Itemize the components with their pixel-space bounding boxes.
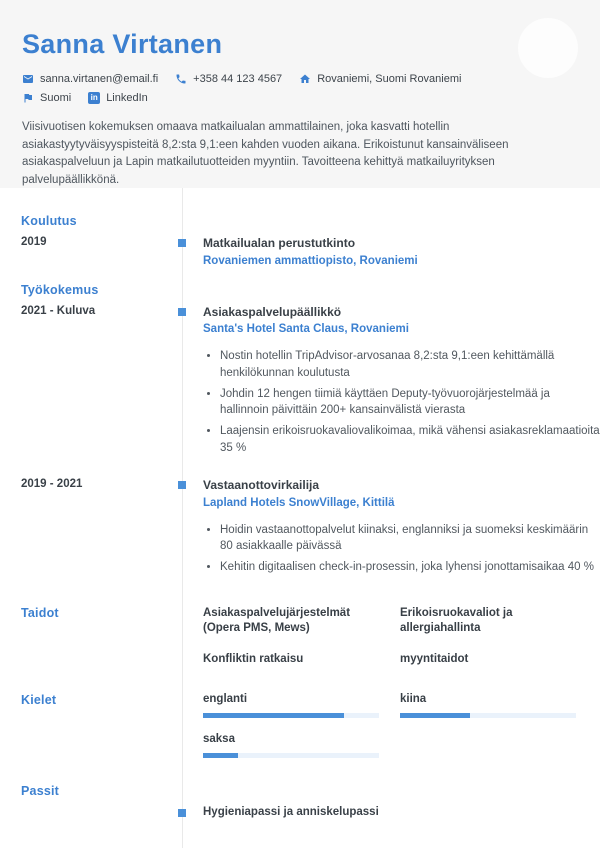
- achievement-item: • Laajensin erikoisruokavaliovalikoimaa, mikä vähensi asiakasreklamaatioita 35 %: [220, 423, 600, 456]
- avatar: [518, 18, 578, 78]
- section-title-skills: Taidot: [21, 605, 59, 620]
- education-entry: [0, 236, 600, 267]
- achievement-item: • Nostin hotellin TripAdvisor-arvosanaa 8,2:sta 9,1:een kehittämällä henkilökunnan koulutusta: [220, 348, 600, 381]
- experience-period: 2019 - 2021: [21, 478, 83, 491]
- resume-header: [0, 0, 600, 188]
- section-title-passes: Passit: [21, 784, 60, 799]
- achievement-item: • Johdin 12 hengen tiimiä käyttäen Deputy-työvuorojärjestelmää ja hallinnoin päivittäin 200+ kansainvälistä vierasta: [220, 386, 600, 419]
- skill-item: myyntitaidot: [400, 652, 469, 665]
- section-experience-header: [0, 283, 600, 297]
- contact-email-text: sanna.virtanen@email.fi: [40, 72, 159, 85]
- language-name: saksa: [203, 733, 235, 746]
- pass-item: Hygieniapassi ja anniskelupassi: [203, 806, 379, 819]
- language-level-fill: [203, 753, 238, 758]
- passes-entry: [0, 806, 600, 818]
- language-name: kiina: [400, 693, 427, 706]
- skill-item: Konfliktin ratkaisu: [203, 652, 304, 665]
- experience-company: Lapland Hotels SnowVillage, Kittilä: [203, 496, 395, 509]
- contact-email: [22, 73, 158, 85]
- timeline-square-icon: [178, 809, 186, 817]
- achievement-item: • Hoidin vastaanottopalvelut kiinaksi, englanniksi ja suomeksi keskimäärin 80 asiakkaalle päivässä: [220, 522, 600, 555]
- flag-icon: [22, 92, 34, 104]
- contact-country-text: Suomi: [40, 91, 72, 104]
- languages-grid: [203, 693, 600, 758]
- timeline-square-icon: [178, 239, 186, 247]
- section-passes-header: [0, 784, 600, 798]
- experience-job-title: Asiakaspalvelupäällikkö: [203, 304, 342, 319]
- email-icon: [22, 73, 34, 85]
- contact-linkedin-text: LinkedIn: [106, 91, 148, 104]
- linkedin-icon: [88, 92, 100, 104]
- language-name: englanti: [203, 693, 248, 706]
- skills-grid: [203, 606, 600, 668]
- resume-body: [0, 188, 600, 848]
- skill-item: Asiakaspalvelujärjestelmät (Opera PMS, Mews): [203, 606, 351, 635]
- section-title-education: Koulutus: [21, 214, 77, 228]
- contact-location-text: Rovaniemi, Suomi Rovaniemi: [317, 72, 462, 85]
- language-level-bar: [400, 713, 576, 718]
- experience-company: Santa's Hotel Santa Claus, Rovaniemi: [203, 323, 409, 336]
- contact-location: [299, 73, 461, 85]
- experience-job-title: Vastaanottovirkailija: [203, 478, 320, 493]
- home-icon: [299, 73, 311, 85]
- section-title-languages: Kielet: [21, 693, 57, 708]
- timeline-square-icon: [178, 308, 186, 316]
- contact-phone: [175, 73, 282, 85]
- section-languages: [0, 693, 600, 758]
- language-level-fill: [400, 713, 470, 718]
- experience-achievements: [203, 348, 600, 456]
- education-school: Rovaniemen ammattiopisto, Rovaniemi: [203, 254, 418, 267]
- experience-entry: [0, 478, 600, 580]
- contact-country: [22, 92, 71, 104]
- language-item: [400, 693, 600, 718]
- experience-period: 2021 - Kuluva: [21, 304, 96, 317]
- language-level-fill: [203, 713, 344, 718]
- achievement-item: • Kehitin digitaalisen check-in-prosessin, joka lyhensi jonottamisaikaa 40 %: [220, 559, 600, 576]
- phone-icon: [175, 73, 187, 85]
- section-skills: [0, 606, 600, 668]
- experience-achievements: [203, 522, 600, 576]
- language-level-bar: [203, 753, 379, 758]
- education-degree: Matkailualan perustutkinto: [203, 236, 356, 250]
- section-title-experience: Työkokemus: [21, 282, 99, 297]
- skill-item: Erikoisruokavaliot ja allergiahallinta: [400, 606, 513, 635]
- profile-summary: Viisivuotisen kokemuksen omaava matkailualan ammattilainen, joka kasvatti hotellin asiakastyytyväisyyspisteitä 8,2:sta 9,1:een kahden vuoden aikana. Erikoistunut kansainväliseen asiakaspalveluun ja Lapin matkailutuotteiden myyntiin. Tavoitteena kehittyä matkailuyrityksen palvelupäällikkönä.: [22, 120, 509, 187]
- contact-phone-text: +358 44 123 4567: [193, 72, 283, 85]
- timeline-square-icon: [178, 481, 186, 489]
- contact-linkedin: [88, 92, 148, 104]
- candidate-name: Sanna Virtanen: [22, 29, 223, 59]
- education-period: 2019: [21, 236, 47, 248]
- experience-entry: [0, 305, 600, 461]
- language-item: [203, 733, 400, 758]
- contact-row: [22, 73, 502, 104]
- section-education-header: [0, 214, 600, 228]
- language-level-bar: [203, 713, 379, 718]
- language-item: [203, 693, 400, 718]
